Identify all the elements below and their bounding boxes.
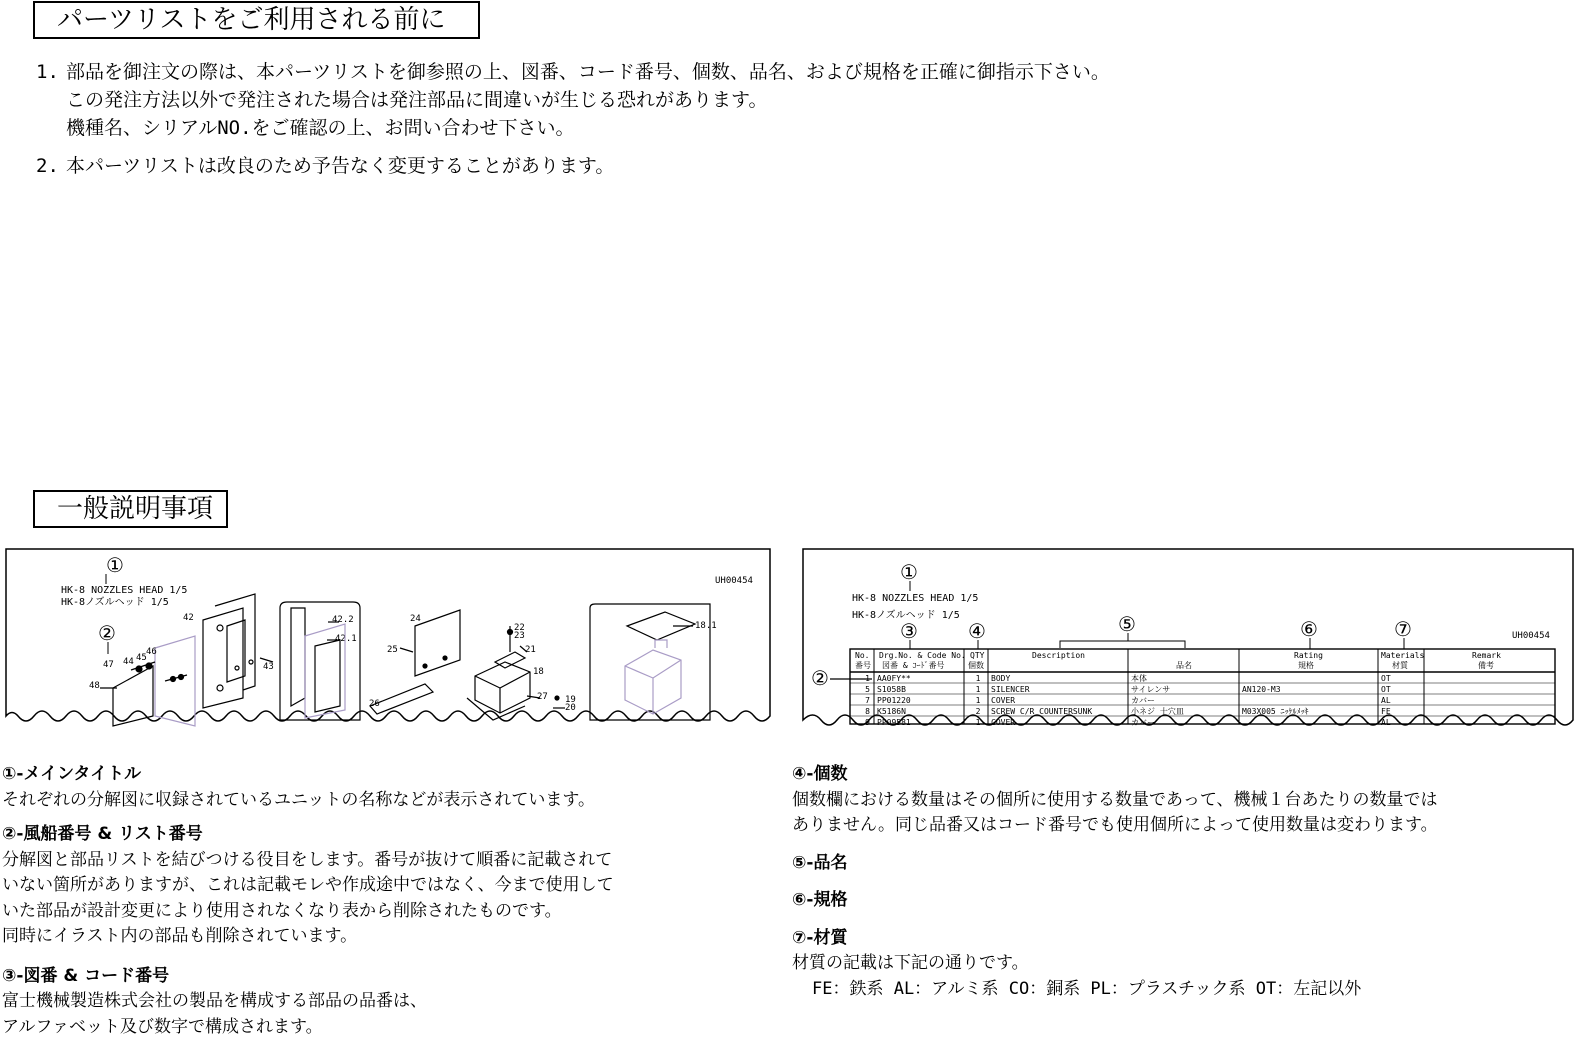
table-cell: PP01220: [877, 696, 911, 705]
header-rating-jp: 規格: [1298, 661, 1314, 670]
desc-block: [792, 851, 1438, 877]
desc-line: 同時にイラスト内の部品も削除されています。: [2, 926, 358, 946]
callout-label: 48: [89, 681, 100, 691]
callout-label: 19: [565, 695, 576, 705]
desc-block: [792, 762, 1438, 839]
table-cell: 9: [865, 718, 870, 727]
callout-label: 43: [263, 662, 274, 672]
desc-line: それぞれの分解図に収録されているユニットの名称などが表示されています。: [2, 789, 595, 810]
panel-frame: [803, 549, 1573, 725]
exploded-drawing-panel: [5, 548, 771, 733]
table-cell: SILENCER: [991, 685, 1030, 694]
table-cell: 小ネジ 十穴皿: [1131, 707, 1184, 716]
header-code: Drg.No. & Code No.: [879, 651, 966, 660]
table-cell: 1: [975, 696, 981, 705]
header-no-jp: 番号: [855, 661, 871, 670]
materials-legend: FE：鉄系 AL：アルミ系 CO：銅系 PL：プラスチック系 OT：左記以外: [812, 978, 1362, 999]
left-descriptions: [2, 762, 614, 1049]
balloon-marker-1: ①: [106, 553, 124, 577]
table-cell: 7: [865, 696, 870, 705]
desc-line: 富士機械製造株式会社の製品を構成する部品の品番は、: [2, 991, 427, 1011]
desc-line: 個数欄における数量はその個所に使用する数量であって、機械１台あたりの数量では: [792, 789, 1438, 810]
table-cell: FE: [1381, 707, 1391, 716]
table-cell: 1: [865, 674, 870, 683]
desc-title: ②-風船番号 & リスト番号: [2, 824, 203, 844]
table-cell: OT: [1381, 674, 1391, 683]
callout-label: 25: [387, 645, 398, 655]
desc-title: ⑥-規格: [792, 890, 848, 910]
desc-block: [2, 822, 614, 950]
callout-label: 24: [410, 614, 421, 624]
desc-line: アルファベット及び数字で構成されます。: [2, 1016, 323, 1037]
table-title-en: HK-8 NOZZLES HEAD 1/5: [852, 593, 979, 604]
marker-3: ③: [900, 619, 918, 643]
marker-4: ④: [968, 619, 986, 643]
table-cell: 2: [975, 707, 981, 716]
desc-title: ④-個数: [792, 764, 848, 784]
callout-label: 22: [514, 623, 525, 633]
table-cell: SCREW C/R COUNTERSUNK: [991, 707, 1093, 716]
header-rating: Rating: [1294, 651, 1323, 660]
table-cell: カバー: [1131, 696, 1155, 705]
table-cell: 1: [975, 674, 981, 683]
parts-table-sample-panel: [802, 548, 1574, 735]
callout-label: 42.1: [335, 634, 357, 644]
table-cell: COVER: [991, 696, 1016, 705]
desc-line: 材質の記載は下記の通りです。: [792, 953, 1029, 973]
desc-title: ⑦-材質: [792, 927, 848, 948]
table-cell: BODY: [991, 674, 1011, 683]
intro-item-text: 機種名、シリアルNO.をご確認の上、お問い合わせ下さい。: [66, 117, 575, 139]
table-cell: カバー: [1131, 718, 1155, 727]
marker-5: ⑤: [1118, 612, 1136, 636]
intro-list: [36, 58, 1110, 180]
table-cell: AL: [1381, 696, 1391, 705]
marker-7: ⑦: [1394, 617, 1412, 641]
table-cell: 1: [975, 718, 981, 727]
desc-line: いない箇所がありますが、これは記載モレや作成途中ではなく、今まで使用して: [2, 875, 614, 895]
callout-label: 18.1: [695, 621, 717, 631]
callout-label: 46: [146, 647, 157, 657]
table-cell: AL: [1381, 718, 1391, 727]
marker-6: ⑥: [1300, 617, 1318, 641]
table-cell: 1: [975, 685, 981, 694]
callout-label: 21: [525, 645, 536, 655]
header-name-jp: 品名: [1176, 661, 1192, 670]
desc-line: ありません。同じ品番又はコード番号でも使用個所によって使用数量は変わります。: [792, 815, 1438, 835]
desc-title: ①-メインタイトル: [2, 764, 142, 784]
callout-label: 18: [533, 667, 544, 677]
intro-item: [36, 58, 1110, 86]
header-code-jp: 図番 & ｺｰﾄﾞ番号: [882, 661, 945, 670]
drawing-code: UH00454: [715, 576, 753, 586]
callout-label: 23: [514, 631, 525, 641]
callout-label: 42: [183, 613, 194, 623]
header-remark-jp: 備考: [1478, 661, 1494, 670]
header-materials: Materials: [1381, 651, 1425, 660]
intro-item-text: 本パーツリストは改良のため予告なく変更することがあります。: [66, 155, 615, 177]
balloon-marker-2: ②: [98, 621, 116, 645]
intro-item-text: 部品を御注文の際は、本パーツリストを御参照の上、図番、コード番号、個数、品名、および規格を正確に御指示下さい。: [66, 61, 1110, 83]
desc-title: ③-図番 & コード番号: [2, 965, 170, 986]
callout-label: 47: [103, 660, 114, 670]
callout-label: 42.2: [332, 615, 354, 625]
table-title-jp: HK-8ノズルヘッド 1/5: [852, 610, 960, 621]
table-cell: M03X005 ﾆｯｹﾙﾒｯｷ: [1242, 707, 1309, 716]
desc-block: [792, 888, 1438, 914]
desc-block: [2, 762, 614, 813]
table-cell: S1058B: [877, 685, 906, 694]
header-no: No.: [855, 651, 870, 660]
callout-label: 44: [123, 657, 134, 667]
table-cell: AN120-M3: [1242, 685, 1281, 694]
header-description: Description: [1032, 651, 1085, 660]
drawing-title-en: HK-8 NOZZLES HEAD 1/5: [61, 585, 188, 596]
table-cell: OT: [1381, 685, 1391, 694]
table-cell: K5186N: [877, 707, 906, 716]
desc-block: [792, 926, 1438, 1003]
callout-label: 27: [537, 692, 548, 702]
section-title: 一般説明事項: [33, 490, 228, 528]
callout-label: 45: [136, 653, 147, 663]
drawing-title-jp: HK-8ノズルヘッド 1/5: [61, 597, 169, 608]
table-cell: PP09581: [877, 718, 911, 727]
desc-block: [2, 964, 614, 1041]
callout-label: 26: [369, 699, 380, 709]
marker-1: ①: [900, 560, 918, 584]
header-remark: Remark: [1472, 651, 1501, 660]
table-cell: 8: [865, 707, 870, 716]
table-cell: 本体: [1131, 674, 1147, 683]
table-cell: 5: [865, 685, 870, 694]
intro-item-text: この発注方法以外で発注された場合は発注部品に間違いが生じる恐れがあります。: [66, 89, 768, 111]
page-title: パーツリストをご利用される前に: [33, 1, 480, 39]
table-cell: AA0FY**: [877, 674, 911, 683]
table-cell: サイレンサ: [1131, 685, 1171, 694]
header-materials-jp: 材質: [1392, 661, 1408, 670]
intro-item: [36, 152, 1110, 180]
header-qty-jp: 個数: [968, 661, 984, 670]
marker-2: ②: [811, 666, 829, 690]
intro-item-number: 1.: [36, 61, 59, 83]
table-drawing-code: UH00454: [1512, 631, 1550, 641]
desc-line: 分解図と部品リストを結びつける役目をします。番号が抜けて順番に記載されて: [2, 849, 613, 870]
intro-item-number: 2.: [36, 155, 59, 177]
desc-line: いた部品が設計変更により使用されなくなり表から削除されたものです。: [2, 900, 562, 921]
table-cell: COVER: [991, 718, 1016, 727]
header-qty: QTY: [970, 651, 985, 660]
desc-title: ⑤-品名: [792, 852, 848, 873]
callout-label: 20: [565, 703, 576, 713]
right-descriptions: [792, 762, 1438, 1011]
